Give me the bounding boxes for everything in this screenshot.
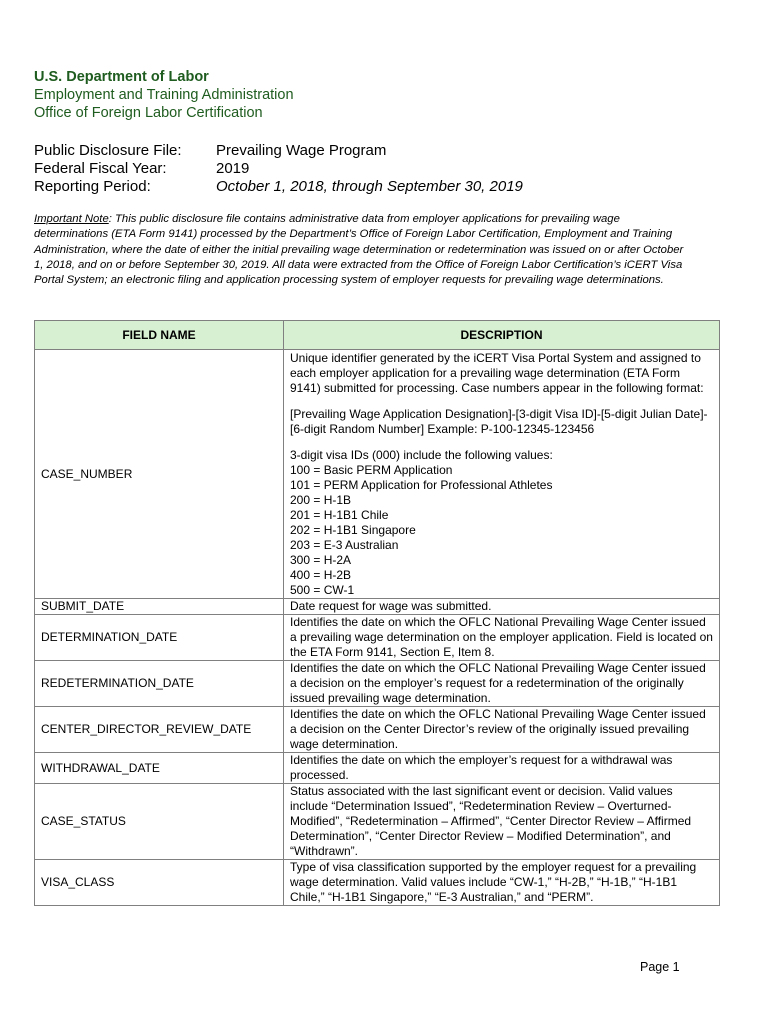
table-row	[35, 784, 720, 860]
table-row	[35, 860, 720, 906]
visa-code: 202 = H-1B1 Singapore	[290, 523, 416, 537]
administration-name: Employment and Training Administration	[34, 87, 294, 103]
file-label: Public Disclosure File:	[34, 142, 182, 159]
field-description: Identifies the date on which the employer’s request for a withdrawal was processed.	[284, 753, 720, 784]
file-metadata	[34, 142, 634, 196]
field-name: SUBMIT_DATE	[35, 599, 284, 615]
department-name: U.S. Department of Labor	[34, 69, 209, 85]
table-row	[35, 615, 720, 661]
note-text: : This public disclosure file contains administrative data from employer applications for prevailing wage determinations (ETA Form 9141) processed by the Department’s Office of Foreign Labor Certification, Employment and Training Administration, where the date of either the initial prevailing wage determination or redetermination was issued on or after October 1, 2018, and on or before September 30, 2019. All data were extracted from the Office of Foreign Labor Certification’s iCERT Visa Portal System; an electronic filing and application processing system of employer requests for prevailing wage determinations.	[34, 213, 684, 287]
important-note	[34, 212, 694, 288]
file-row	[34, 142, 634, 160]
visa-code: 203 = E-3 Australian	[290, 538, 399, 552]
field-description: Identifies the date on which the OFLC National Prevailing Wage Center issued a prevailing wage determination on the employer application. Field is located on the ETA Form 9141, Section E, Item 8.	[284, 615, 720, 661]
field-name: REDETERMINATION_DATE	[35, 661, 284, 707]
case-number-format: [Prevailing Wage Application Designation]-[3-digit Visa ID]-[5-digit Julian Date]-[6-digit Random Number] Example: P-100-12345-123456	[290, 407, 708, 436]
field-table	[34, 320, 720, 906]
case-number-intro: Unique identifier generated by the iCERT Visa Portal System and assigned to each employer application for a prevailing wage determination (ETA Form 9141) submitted for processing. Case numbers appear in the following format:	[290, 351, 704, 395]
note-lead: Important Note	[34, 213, 109, 225]
field-name-header: FIELD NAME	[35, 321, 284, 350]
table-row	[35, 753, 720, 784]
table-row	[35, 661, 720, 707]
visa-code: 400 = H-2B	[290, 568, 352, 582]
visa-id-intro: 3-digit visa IDs (000) include the following values:	[290, 448, 553, 462]
field-description: Date request for wage was submitted.	[284, 599, 720, 615]
field-description: Type of visa classification supported by the employer request for a prevailing wage determination. Valid values include “CW-1,” “H-2B,” “H-1B,” “H-1B1 Chile,” “H-1B1 Singapore,” “E-3 Australian,” and “PERM”.	[284, 860, 720, 906]
table-row	[35, 707, 720, 753]
period-value: October 1, 2018, through September 30, 2019	[216, 178, 523, 195]
table-row	[35, 350, 720, 599]
field-description: Identifies the date on which the OFLC National Prevailing Wage Center issued a decision on the employer’s request for a redetermination of the originally issued prevailing wage determination.	[284, 661, 720, 707]
description-header: DESCRIPTION	[284, 321, 720, 350]
field-name: CENTER_DIRECTOR_REVIEW_DATE	[35, 707, 284, 753]
visa-code: 100 = Basic PERM Application	[290, 463, 453, 477]
year-value: 2019	[216, 160, 250, 177]
office-name: Office of Foreign Labor Certification	[34, 105, 263, 121]
visa-code: 200 = H-1B	[290, 493, 352, 507]
page-number: Page 1	[640, 960, 680, 974]
year-row	[34, 160, 634, 178]
agency-header	[34, 68, 634, 122]
year-label: Federal Fiscal Year:	[34, 160, 167, 177]
visa-code: 500 = CW-1	[290, 583, 355, 597]
visa-code: 201 = H-1B1 Chile	[290, 508, 389, 522]
visa-code: 300 = H-2A	[290, 553, 352, 567]
period-label: Reporting Period:	[34, 178, 151, 195]
field-description: Identifies the date on which the OFLC National Prevailing Wage Center issued a decision on the Center Director’s review of the originally issued prevailing wage determination.	[284, 707, 720, 753]
table-row	[35, 599, 720, 615]
field-name: WITHDRAWAL_DATE	[35, 753, 284, 784]
file-value: Prevailing Wage Program	[216, 142, 387, 159]
field-description: Status associated with the last significant event or decision. Valid values include “Determination Issued”, “Redetermination Review – Overturned-Modified”, “Redetermination – Affirmed”, “Center Director Review – Affirmed Determination”, “Center Director Review – Modified Determination”, and “Withdrawn”.	[284, 784, 720, 860]
field-description	[284, 350, 720, 599]
field-name: DETERMINATION_DATE	[35, 615, 284, 661]
period-row	[34, 178, 634, 196]
field-name: VISA_CLASS	[35, 860, 284, 906]
field-name: CASE_NUMBER	[35, 350, 284, 599]
table-header-row	[35, 321, 720, 350]
field-name: CASE_STATUS	[35, 784, 284, 860]
visa-code: 101 = PERM Application for Professional Athletes	[290, 478, 553, 492]
